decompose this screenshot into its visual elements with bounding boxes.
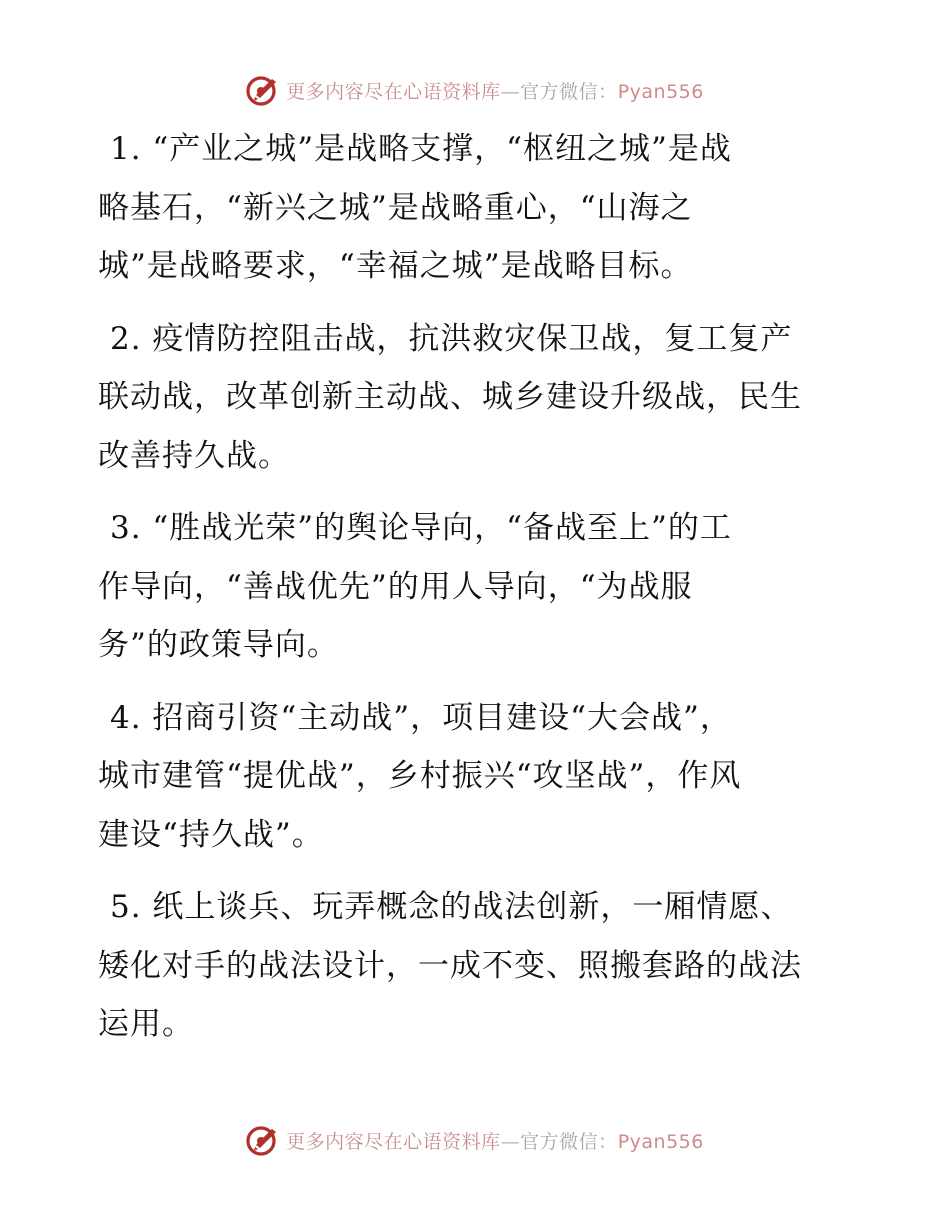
paragraph-line: 改善持久战。	[98, 437, 290, 474]
footer-brand: 更多内容尽在心语资料库	[286, 1130, 501, 1153]
paragraph-4	[98, 689, 858, 865]
paragraph-1	[98, 120, 858, 296]
footer-banner	[0, 1120, 950, 1160]
paragraph-3	[98, 499, 858, 675]
quill-logo-icon	[246, 73, 280, 107]
document-body	[98, 120, 858, 1068]
paragraph-line: 建设“持久战”。	[98, 816, 324, 853]
paragraph-line: 矮化对手的战法设计，一成不变、照搬套路的战法	[98, 947, 802, 984]
header-banner	[0, 70, 950, 110]
paragraph-line: 略基石，“新兴之城”是战略重心，“山海之	[98, 189, 693, 226]
header-handle: Pyan556	[617, 80, 704, 103]
paragraph-2	[98, 310, 858, 486]
paragraph-line: 4. 招商引资“主动战”，项目建设“大会战”，	[110, 699, 732, 736]
paragraph-line: 作导向，“善战优先”的用人导向，“为战服	[98, 568, 693, 605]
header-label: 官方微信：	[520, 80, 618, 103]
footer-dash: —	[500, 1130, 521, 1153]
paragraph-line: 城市建管“提优战”，乡村振兴“攻坚战”，作风	[98, 758, 742, 794]
header-brand: 更多内容尽在心语资料库	[286, 80, 501, 103]
quill-logo-icon	[246, 1123, 280, 1157]
paragraph-line: 联动战，改革创新主动战、城乡建设升级战，民生	[98, 379, 802, 415]
footer-handle: Pyan556	[617, 1130, 704, 1153]
paragraph-line: 城”是战略要求，“幸福之城”是战略目标。	[98, 248, 693, 284]
paragraph-line: 1. “产业之城”是战略支撑，“枢纽之城”是战	[110, 131, 732, 167]
header-banner-text	[286, 77, 704, 104]
paragraph-line: 运用。	[98, 1006, 194, 1042]
footer-label: 官方微信：	[520, 1130, 618, 1153]
footer-banner-text	[286, 1127, 704, 1154]
paragraph-5	[98, 878, 858, 1054]
paragraph-line: 5. 纸上谈兵、玩弄概念的战法创新，一厢情愿、	[110, 889, 793, 925]
paragraph-line: 务”的政策导向。	[98, 627, 339, 663]
paragraph-line: 3. “胜战光荣”的舆论导向，“备战至上”的工	[110, 510, 732, 546]
header-dash: —	[500, 80, 521, 103]
paragraph-line: 2. 疫情防控阻击战，抗洪救灾保卫战，复工复产	[110, 320, 793, 357]
